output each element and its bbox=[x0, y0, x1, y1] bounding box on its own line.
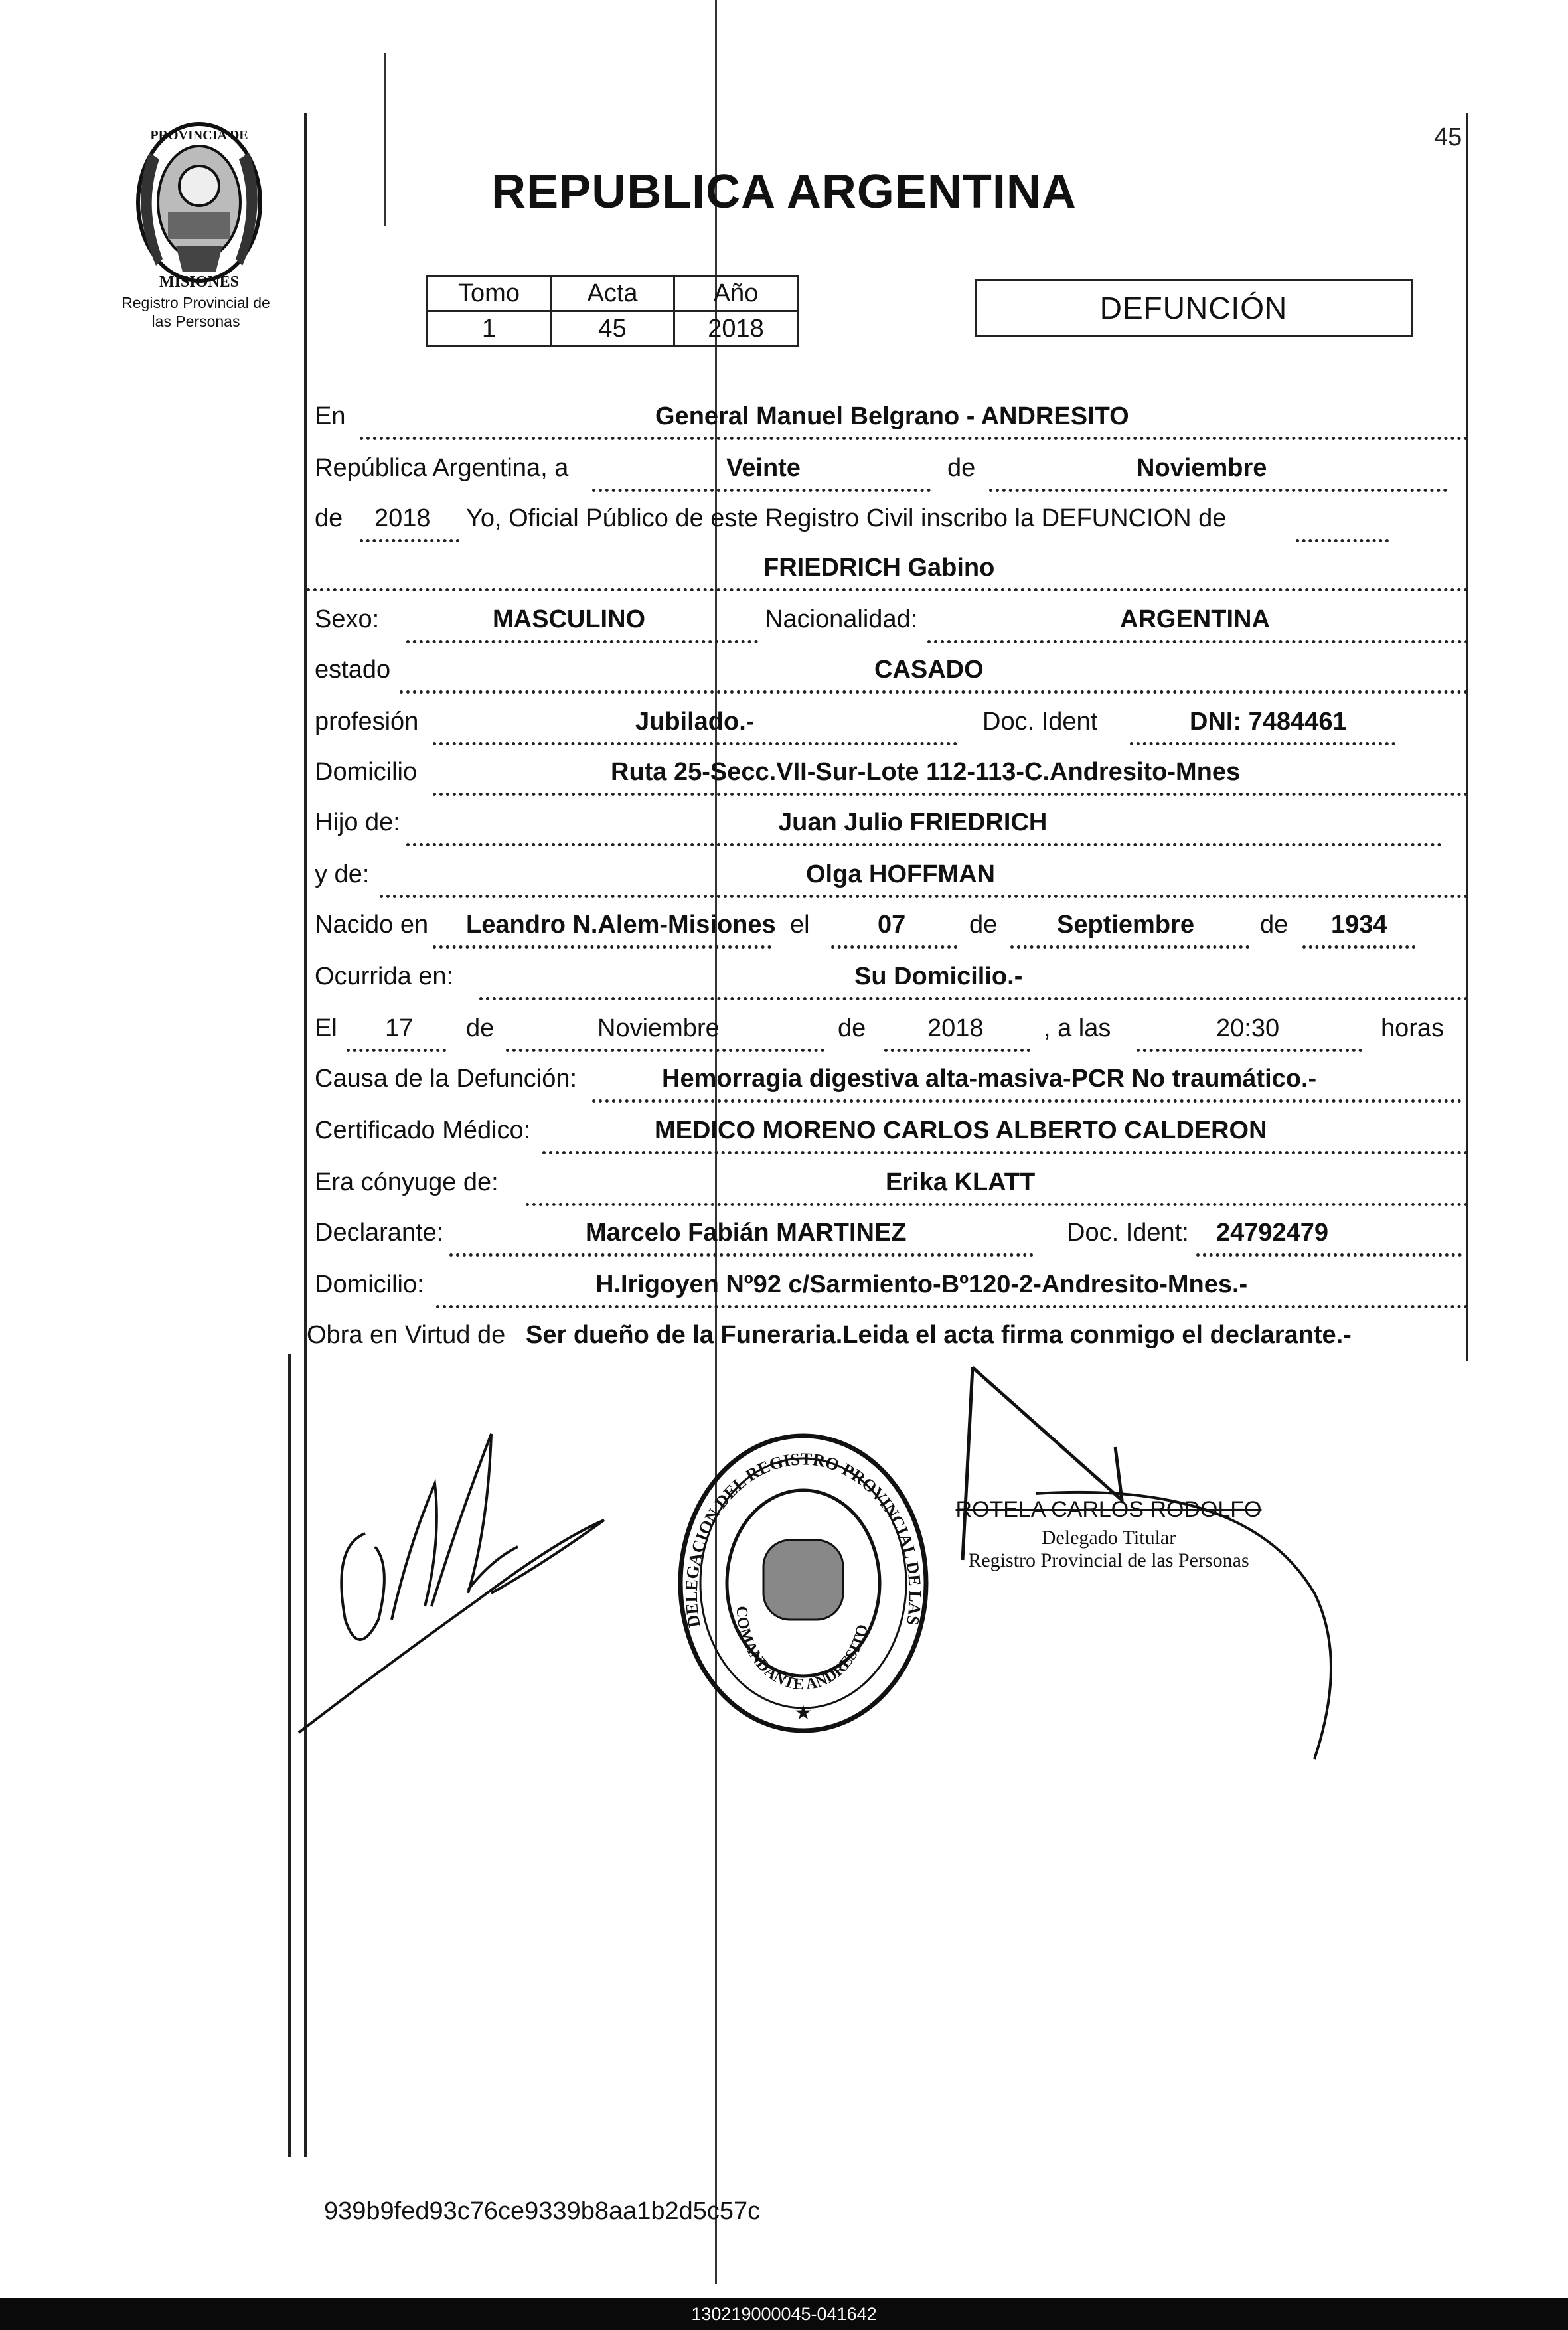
row-death-date bbox=[307, 1014, 1468, 1050]
nacionalidad-value: ARGENTINA bbox=[1120, 605, 1270, 633]
stamp-star-icon: ★ bbox=[794, 1702, 813, 1724]
estado-label: estado bbox=[315, 656, 391, 684]
row-domicilio bbox=[307, 758, 1468, 794]
record-value-tomo: 1 bbox=[428, 311, 551, 347]
row-obra bbox=[307, 1321, 1468, 1357]
republica-label: República Argentina, a bbox=[315, 454, 569, 482]
row-sexo bbox=[307, 605, 1468, 641]
emblem-bottom-text: MISIONES bbox=[159, 273, 240, 291]
row-declarante bbox=[307, 1219, 1468, 1255]
domicilio-value: Ruta 25-Secc.VII-Sur-Lote 112-113-C.Andresito-Mnes bbox=[611, 758, 1241, 786]
profesion-value: Jubilado.- bbox=[635, 708, 755, 736]
official-signature-block bbox=[923, 1497, 1294, 1572]
official-name: ROTELA CARLOS RODOLFO bbox=[955, 1497, 1262, 1522]
de-birth-month-label: de bbox=[969, 911, 998, 939]
row-nacido bbox=[307, 911, 1468, 947]
doc-ident-value: DNI: 7484461 bbox=[1190, 708, 1347, 736]
de-death-year-label: de bbox=[838, 1014, 866, 1042]
birth-year: 1934 bbox=[1331, 911, 1387, 939]
nacido-label: Nacido en bbox=[315, 911, 429, 939]
year-value: 2018 bbox=[374, 505, 431, 532]
ocurrida-label: Ocurrida en: bbox=[315, 963, 454, 990]
domicilio2-label: Domicilio: bbox=[315, 1271, 424, 1298]
stamp-inner-text: COMANDANTE ANDRESITO bbox=[732, 1605, 872, 1694]
declarante-value: Marcelo Fabián MARTINEZ bbox=[586, 1219, 907, 1247]
left-frame-line-lower bbox=[288, 1354, 291, 2157]
record-table bbox=[426, 275, 799, 347]
day-words: Veinte bbox=[726, 454, 801, 482]
father-name: Juan Julio FRIEDRICH bbox=[778, 809, 1048, 836]
declarante-doc-value: 24792479 bbox=[1216, 1219, 1329, 1247]
stamp-outer-text: DELEGACION DEL REGISTRO PROVINCIAL DE LAS bbox=[681, 1449, 925, 1629]
conyuge-label: Era cónyuge de: bbox=[315, 1168, 499, 1196]
row-declaration bbox=[307, 505, 1468, 540]
month-value: Noviembre bbox=[1137, 454, 1267, 482]
mother-name: Olga HOFFMAN bbox=[806, 860, 995, 888]
obra-value: Ser dueño de la Funeraria.Leida el acta firma conmigo el declarante.- bbox=[526, 1321, 1352, 1349]
death-year: 2018 bbox=[927, 1014, 984, 1042]
de-death-month-label: de bbox=[466, 1014, 495, 1042]
de-birth-year-label: de bbox=[1260, 911, 1289, 939]
de-label: de bbox=[947, 454, 976, 482]
record-value-acta: 45 bbox=[551, 311, 674, 347]
certificado-label: Certificado Médico: bbox=[315, 1117, 531, 1144]
deceased-name: FRIEDRICH Gabino bbox=[763, 554, 995, 582]
barcode-number-bar: 130219000045-041642 bbox=[0, 2298, 1568, 2330]
row-estado bbox=[307, 656, 1468, 692]
row-domicilio-declarante bbox=[307, 1271, 1468, 1306]
de-year-label: de bbox=[315, 505, 343, 532]
death-time: 20:30 bbox=[1216, 1014, 1280, 1042]
a-las-label: , a las bbox=[1044, 1014, 1111, 1042]
official-stamp bbox=[670, 1427, 936, 1743]
row-y-de bbox=[307, 860, 1468, 896]
record-header-acta: Acta bbox=[551, 276, 674, 311]
en-label: En bbox=[315, 402, 346, 430]
el-label: el bbox=[790, 911, 810, 939]
causa-label: Causa de la Defunción: bbox=[315, 1065, 578, 1093]
record-header-tomo: Tomo bbox=[428, 276, 551, 311]
en-value: General Manuel Belgrano - ANDRESITO bbox=[655, 402, 1129, 430]
profesion-label: profesión bbox=[315, 708, 419, 736]
ocurrida-value: Su Domicilio.- bbox=[854, 963, 1023, 990]
causa-value: Hemorragia digestiva alta-masiva-PCR No traumático.- bbox=[662, 1065, 1317, 1093]
el-cap-label: El bbox=[315, 1014, 337, 1042]
emblem-top-text: PROVINCIA DE bbox=[150, 128, 248, 143]
declarante-label: Declarante: bbox=[315, 1219, 444, 1247]
horas-label: horas bbox=[1381, 1014, 1445, 1042]
birthplace: Leandro N.Alem-Misiones bbox=[466, 911, 776, 939]
registry-label: Registro Provincial de las Personas bbox=[121, 294, 270, 330]
row-ocurrida bbox=[307, 963, 1468, 998]
declaration-text: Yo, Oficial Público de este Registro Civil inscribo la DEFUNCION de bbox=[466, 505, 1227, 532]
birth-day: 07 bbox=[878, 911, 906, 939]
estado-value: CASADO bbox=[874, 656, 984, 684]
row-causa bbox=[307, 1065, 1468, 1101]
y-de-label: y de: bbox=[315, 860, 370, 888]
official-office: Registro Provincial de las Personas bbox=[968, 1549, 1249, 1571]
record-header-ano: Año bbox=[674, 276, 798, 311]
record-type-box: DEFUNCIÓN bbox=[975, 279, 1413, 337]
birth-month: Septiembre bbox=[1057, 911, 1194, 939]
row-en bbox=[307, 402, 1468, 438]
row-republica bbox=[307, 454, 1468, 490]
sexo-value: MASCULINO bbox=[493, 605, 646, 633]
domicilio2-value: H.Irigoyen Nº92 c/Sarmiento-Bº120-2-Andresito-Mnes.- bbox=[595, 1271, 1248, 1298]
row-deceased-name bbox=[307, 554, 1468, 589]
declarante-doc-label: Doc. Ident: bbox=[1067, 1219, 1189, 1247]
nacionalidad-label: Nacionalidad: bbox=[765, 605, 918, 633]
conyuge-value: Erika KLATT bbox=[886, 1168, 1036, 1196]
row-certificado bbox=[307, 1117, 1468, 1152]
certificado-value: MEDICO MORENO CARLOS ALBERTO CALDERON bbox=[655, 1117, 1267, 1144]
row-hijo-de bbox=[307, 809, 1468, 844]
death-month: Noviembre bbox=[597, 1014, 720, 1042]
death-day: 17 bbox=[385, 1014, 414, 1042]
page-number: 45 bbox=[1434, 123, 1462, 151]
page-title: REPUBLICA ARGENTINA bbox=[491, 165, 1077, 218]
official-role: Delegado Titular bbox=[1041, 1527, 1176, 1549]
document-hash: 939b9fed93c76ce9339b8aa1b2d5c57c bbox=[324, 2197, 761, 2225]
hijo-de-label: Hijo de: bbox=[315, 809, 400, 836]
obra-label: Obra en Virtud de bbox=[307, 1321, 506, 1349]
row-conyuge bbox=[307, 1168, 1468, 1204]
sexo-label: Sexo: bbox=[315, 605, 380, 633]
doc-ident-label: Doc. Ident bbox=[982, 708, 1098, 736]
row-profesion bbox=[307, 708, 1468, 743]
record-value-ano: 2018 bbox=[674, 311, 798, 347]
domicilio-label: Domicilio bbox=[315, 758, 418, 786]
